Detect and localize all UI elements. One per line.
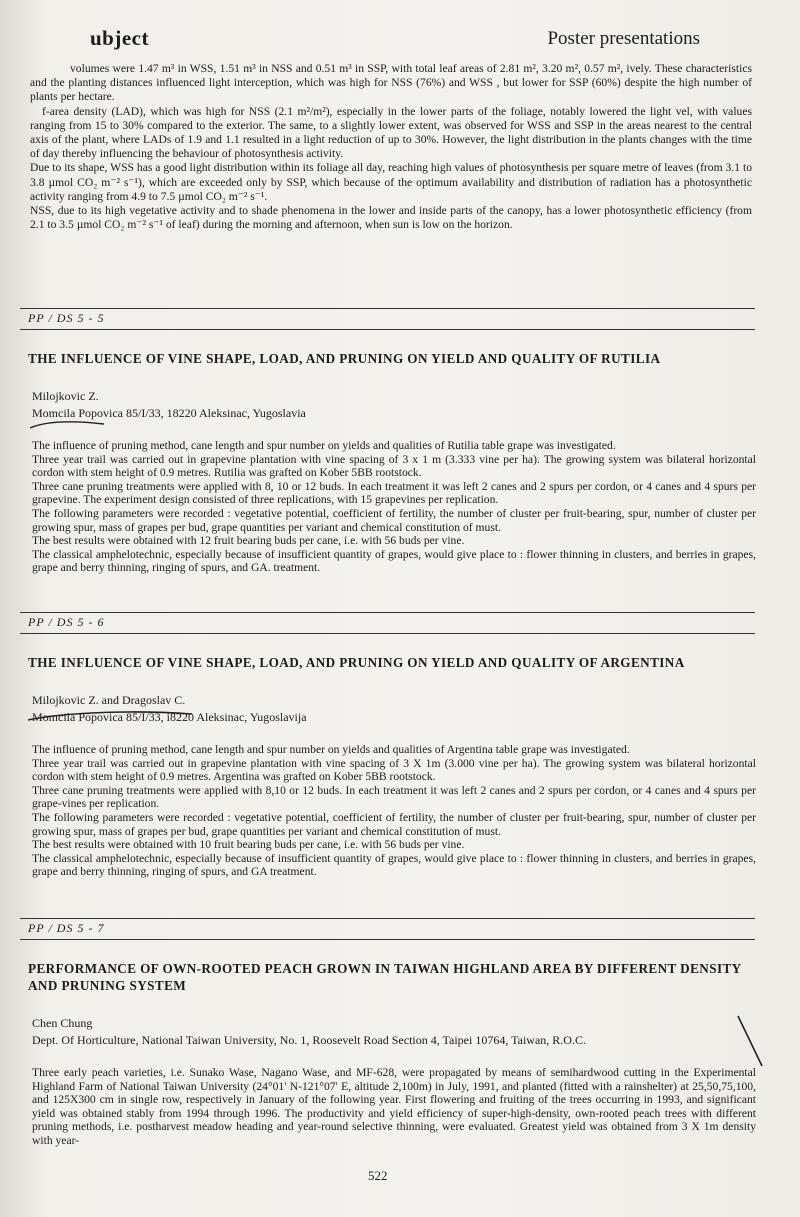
abstract-address: Momcila Popovica 85/I/33, i8220 Aleksinac, Yugoslavija <box>32 710 307 724</box>
abstract-section <box>20 918 755 1148</box>
abstract-authors: Milojkovic Z. <box>32 389 99 403</box>
abstract-body <box>32 439 756 575</box>
abstract-title: THE INFLUENCE OF VINE SHAPE, LOAD, AND PRUNING ON YIELD AND QUALITY OF ARGENTINA <box>28 655 685 670</box>
abstract-body <box>32 743 756 879</box>
pen-mark <box>732 1012 772 1072</box>
abstract-address: Momcila Popovica 85/I/33, 18220 Aleksinac, Yugoslavia <box>32 406 306 420</box>
abstract-address: Dept. Of Horticulture, National Taiwan University, No. 1, Roosevelt Road Section 4, Taipei 10764, Taiwan, R.O.C. <box>32 1033 586 1047</box>
abstract-authors: Chen Chung <box>32 1016 93 1030</box>
page-header <box>0 18 800 58</box>
abstract-paragraph: Three year trail was carried out in grapevine plantation with vine spacing of 3 X 1m (3.000 vine per ha). The growing system was bilateral horizontal cordon with stem height of 0.9 metres. Argentina was grafted on Kober 5BB rootstock. <box>32 756 756 784</box>
abstract-title: THE INFLUENCE OF VINE SHAPE, LOAD, AND PRUNING ON YIELD AND QUALITY OF RUTILIA <box>28 351 661 366</box>
abstract-paragraph: The influence of pruning method, cane length and spur number on yields and qualities of Rutilia table grape was investigated. <box>32 439 616 452</box>
abstract-section <box>20 612 755 879</box>
abstract-paragraph: The influence of pruning method, cane length and spur number on yields and qualities of Argentina table grape was investigated. <box>32 743 630 756</box>
intro-text <box>30 62 752 232</box>
pen-underline <box>26 706 196 724</box>
section-code: PP / DS 5 - 7 <box>28 921 105 935</box>
section-code-bar <box>20 612 755 634</box>
abstract-authors: Milojkovic Z. and Dragoslav C. <box>32 693 186 707</box>
intro-paragraph: f-area density (LAD), which was high for NSS (2.1 m²/m²), especially in the lower parts of the foliage, notably lowered the light vel, with values ranging from 15 to 30% compared to the exterior. The same, to a slightly lower extent, was observed for WSS and SSP in the areas nearest to the central axis of the plant, where LADs of 1.9 and 1.1 resulted in a light reduction of up to 30%. However, the light distribution in the plants changes with the time of day thereby influencing the behaviour of photosynthesis activity. <box>30 104 752 161</box>
abstract-paragraph: The classical amphelotechnic, especially because of insufficient quantity of grapes, would give place to : flower thinning in clusters, and berries in grapes, grape and berry thinning, ringing of spurs, and GA treatment. <box>32 851 756 879</box>
intro-paragraph: Due to its shape, WSS has a good light distribution within its foliage all day, reaching high values of photosynthesis per square metre of leaves (from 3.1 to 3.8 µmol CO₂ m⁻² s⁻¹), which are exceeded only by SSP, which because of the optimum availability and distribution of radiation has a photosynthetic activity ranging from 4.9 to 7.5 µmol CO₂ m⁻² s⁻¹. <box>30 161 752 203</box>
abstract-paragraph: Three early peach varieties, i.e. Sunako Wase, Nagano Wase, and MF-628, were propagated by means of semihardwood cutting in the Experimental Highland Farm of National Taiwan University (24°01' N-121°07' E, altitude 2,100m) in July, 1991, and planted (fitted with a rainshelter) at 25,50,75,100, and 125X300 cm in single row, respectively in January of the following year. First flowering and fruiting of the trees occurring in 1993, and significant yield was obtained stably from 1994 through 1996. The productivity and yield efficiency of super-high-density, own-rooted peach trees with different pruning methods, i.e. postharvest meadow heading and year-round selective thinning, were evaluated. Greatest yield was obtained from 3 X 1m density with year- <box>32 1066 756 1147</box>
abstract-paragraph: The best results were obtained with 12 fruit bearing buds per cane, i.e. with 56 buds per vine. <box>32 534 465 548</box>
abstract-paragraph: The classical amphelotechnic, especially because of insufficient quantity of grapes, would give place to : flower thinning in clusters, and berries in grapes, grape and berry thinning, ringing of spurs, and GA. treatment. <box>32 547 756 575</box>
abstract-title: PERFORMANCE OF OWN-ROOTED PEACH GROWN IN TAIWAN HIGHLAND AREA BY DIFFERENT DENSITY AND PRUNING SYSTEM <box>28 961 742 993</box>
intro-paragraph: NSS, due to its high vegetative activity and to shade phenomena in the lower and inside parts of the canopy, has a lower photosynthetic efficiency (from 2.1 to 3.5 µmol CO₂ m⁻² s⁻¹ of leaf) during the morning and afternoon, when sun is low on the horizon. <box>30 204 752 232</box>
header-subject: ubject <box>90 26 149 50</box>
abstract-section <box>20 308 755 575</box>
abstract-paragraph: The best results were obtained with 10 fruit bearing buds per cane, i.e. with 56 buds per vine. <box>32 838 465 852</box>
abstract-paragraph: The following parameters were recorded : vegetative potential, coefficient of fertility, the number of cluster per fruit-bearing, spur, number of cluster per growing spur, mass of grapes per bud, grape quantities per variant and chemical constitution of must. <box>32 810 756 838</box>
section-code: PP / DS 5 - 5 <box>28 311 105 325</box>
section-code-bar <box>20 308 755 330</box>
abstract-body <box>32 1066 756 1148</box>
abstract-paragraph: Three cane pruning treatments were applied with 8,10 or 12 buds. In each treatment it was left 2 canes and 2 spurs per cordon, or 4 canes and 4 spurs per grape-vines per replication. <box>32 783 756 811</box>
intro-paragraph: volumes were 1.47 m³ in WSS, 1.51 m³ in NSS and 0.51 m³ in SSP, with total leaf areas of 2.81 m², 3.20 m², 0.57 m², ively. These characteristics and the planting distances influenced light interception, which was high for NSS (76%) and WSS , but lower for SSP (60%) despite the high number of plants per hectare. <box>30 62 752 104</box>
section-code: PP / DS 5 - 6 <box>28 615 105 629</box>
abstract-paragraph: Three cane pruning treatments were applied with 8, 10 or 12 buds. In each treatment it was left 2 canes and 2 spurs per cordon, or 4 canes and 4 spurs per grapevine. The experiment design consisted of three replications, with 15 grapevines per replication. <box>32 479 756 507</box>
pen-mark <box>28 418 108 432</box>
section-code-bar <box>20 918 755 940</box>
header-section-title: Poster presentations <box>547 28 700 49</box>
page-number: 522 <box>368 1168 388 1183</box>
abstract-paragraph: Three year trail was carried out in grapevine plantation with vine spacing of 3 x 1 m (3.333 vine per ha). The growing system was bilateral horizontal cordon with stem height of 0.9 metres. Rutilia was grafted on Kober 5BB rootstock. <box>32 452 756 480</box>
abstract-paragraph: The following parameters were recorded : vegetative potential, coefficient of fertility, the number of cluster per fruit-bearing, spur, number of cluster per growing spur, mass of grapes per bud, grape quantities per variant and chemical constitution of must. <box>32 506 756 534</box>
